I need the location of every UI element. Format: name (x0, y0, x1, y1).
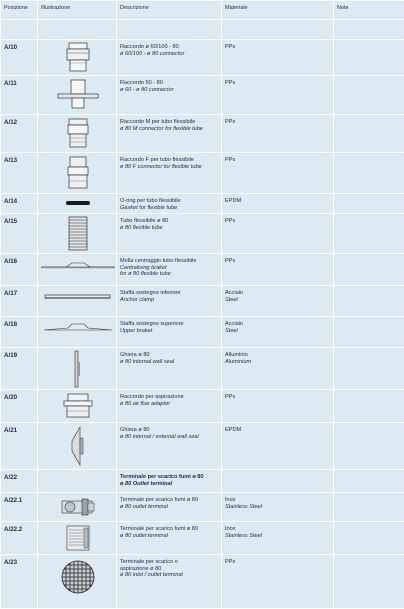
description-en: ø 80 flexible tube (120, 224, 163, 231)
material-it: PPs (225, 258, 236, 264)
row-position: A/11 (1, 76, 38, 115)
anchor-clamp-icon (38, 286, 117, 317)
row-notes (334, 214, 404, 254)
o-ring-icon (38, 194, 117, 214)
row-position: A/22.1 (1, 493, 38, 522)
row-description (117, 555, 222, 609)
row-description (117, 493, 222, 522)
row-material (222, 254, 334, 286)
description-en: ø 80 air flue adaptor (120, 400, 171, 407)
description-it: O-ring per tubo flessibile (120, 198, 181, 204)
description-it: Terminale per scarico o (120, 559, 178, 565)
header-illustration: Illustrazione (38, 1, 117, 20)
table-row (1, 115, 404, 153)
table-row (1, 194, 404, 214)
row-position: A/20 (1, 390, 38, 423)
outlet-terminal-box-icon (38, 522, 117, 555)
description-it: Raccordo M per tubo flessibile (120, 119, 196, 125)
row-notes (334, 194, 404, 214)
material-it: Acciaio (225, 321, 244, 327)
row-notes (334, 348, 404, 390)
header-row (1, 1, 404, 20)
material-it: EPDM (225, 198, 242, 204)
external-wall-seal-icon (38, 423, 117, 470)
coaxial-connector-icon (38, 40, 117, 76)
row-position: A/19 (1, 348, 38, 390)
description-en: ø 80 Outlet terminal (120, 480, 173, 487)
row-position: A/15 (1, 214, 38, 254)
description-en: Gasket for flexible tube (120, 204, 178, 211)
table-row (1, 423, 404, 470)
row-illustration (38, 254, 117, 286)
material-en: Aluminium (225, 358, 252, 365)
row-material (222, 470, 334, 493)
row-illustration (38, 286, 117, 317)
row-notes (334, 40, 404, 76)
row-material (222, 522, 334, 555)
description-it: Raccordo F per tubo flessibile (120, 157, 194, 163)
row-material (222, 423, 334, 470)
row-material (222, 40, 334, 76)
row-description (117, 214, 222, 254)
material-it: Acciaio (225, 290, 244, 296)
table-row (1, 317, 404, 348)
male-connector-icon (38, 115, 117, 153)
row-illustration (38, 40, 117, 76)
description-en: Upper braket (120, 327, 153, 334)
flanged-connector-icon (38, 76, 117, 115)
header-description: Descrizione (117, 1, 222, 20)
header-position: Posizione (1, 1, 38, 20)
row-notes (334, 153, 404, 194)
internal-wall-seal-icon (38, 348, 117, 390)
row-position: A/16 (1, 254, 38, 286)
row-illustration (38, 76, 117, 115)
table-row (1, 76, 404, 115)
description-it: Raccordo per aspirazione (120, 394, 184, 400)
table-row (1, 286, 404, 317)
description-it: Raccordo 60 - 80 (120, 80, 163, 86)
material-it: PPs (225, 157, 236, 163)
row-notes (334, 286, 404, 317)
row-position: A/18 (1, 317, 38, 348)
row-notes (334, 115, 404, 153)
row-illustration (38, 214, 117, 254)
row-position: A/23 (1, 555, 38, 609)
material-en: Stainless Steel (225, 503, 263, 510)
row-notes (334, 522, 404, 555)
row-notes (334, 493, 404, 522)
row-description (117, 470, 222, 493)
row-notes (334, 254, 404, 286)
description-it: Molla centraggio tubo flessibile (120, 258, 197, 264)
description-en: ø 80 outlet terminal (120, 532, 168, 539)
material-it: Inox (225, 526, 236, 532)
row-description (117, 522, 222, 555)
description-en: ø 80 M connector for flexible tube (120, 125, 204, 132)
material-it: PPs (225, 394, 236, 400)
outlet-terminal-tee-icon (38, 493, 117, 522)
row-illustration (38, 555, 117, 609)
material-it: PPs (225, 80, 236, 86)
material-it: EPDM (225, 427, 242, 433)
table-row (1, 493, 404, 522)
row-illustration (38, 348, 117, 390)
description-it: Staffa sostegno superiore (120, 321, 184, 327)
row-material (222, 555, 334, 609)
row-notes (334, 423, 404, 470)
material-en: Stainless Steel (225, 532, 263, 539)
row-notes (334, 470, 404, 493)
row-material (222, 194, 334, 214)
material-it: PPs (225, 218, 236, 224)
description-it: Raccordo ø 60/100 - 80 (120, 44, 179, 50)
row-description (117, 76, 222, 115)
row-material (222, 76, 334, 115)
row-position: A/12 (1, 115, 38, 153)
description-it: Terminale per scarico fumi ø 80 (120, 474, 204, 480)
row-material (222, 348, 334, 390)
row-material (222, 317, 334, 348)
material-it: Inox (225, 497, 236, 503)
description-en: ø 80 internal / external wall seal (120, 433, 199, 440)
row-illustration (38, 470, 117, 493)
table-row (1, 40, 404, 76)
flexible-tube-icon (38, 214, 117, 254)
table-row (1, 254, 404, 286)
material-it: PPs (225, 44, 236, 50)
row-notes (334, 390, 404, 423)
row-illustration (38, 194, 117, 214)
description-en-2: for ø 80 flexible tube (120, 271, 171, 278)
row-illustration (38, 493, 117, 522)
row-description (117, 286, 222, 317)
description-it: Staffa sostegno inferiore (120, 290, 181, 296)
row-description (117, 194, 222, 214)
row-notes (334, 317, 404, 348)
row-position: A/22.2 (1, 522, 38, 555)
row-position: A/13 (1, 153, 38, 194)
row-description (117, 153, 222, 194)
row-illustration (38, 317, 117, 348)
row-illustration (38, 390, 117, 423)
row-description (117, 348, 222, 390)
row-position: A/10 (1, 40, 38, 76)
material-en: Steel (225, 296, 238, 303)
material-it: PPs (225, 559, 236, 565)
row-material (222, 286, 334, 317)
row-description (117, 390, 222, 423)
spacer-row (1, 20, 404, 40)
header-material: Materiale (222, 1, 334, 20)
row-material (222, 214, 334, 254)
row-material (222, 493, 334, 522)
table-row (1, 214, 404, 254)
row-description (117, 115, 222, 153)
row-notes (334, 555, 404, 609)
description-en: ø 60/100 - ø 80 connector (120, 50, 185, 57)
row-notes (334, 76, 404, 115)
row-description (117, 423, 222, 470)
upper-bracket-icon (38, 317, 117, 348)
description-it: Terminale per scarico fumi ø 80 (120, 526, 199, 532)
description-en: ø 80 internal wall seal (120, 358, 175, 365)
row-description (117, 317, 222, 348)
air-flue-adaptor-icon (38, 390, 117, 423)
description-en: ø 80 F connector for flexible tube (120, 163, 202, 170)
row-position: A/17 (1, 286, 38, 317)
description-en: ø 80 outlet terminal (120, 503, 168, 510)
row-material (222, 390, 334, 423)
material-it: PPs (225, 119, 236, 125)
table-row (1, 470, 404, 493)
row-illustration (38, 522, 117, 555)
row-position: A/22 (1, 470, 38, 493)
row-illustration (38, 115, 117, 153)
female-connector-icon (38, 153, 117, 194)
row-position: A/21 (1, 423, 38, 470)
grille-terminal-icon (38, 555, 117, 603)
table-row (1, 555, 404, 609)
description-it: Ghiera ø 80 (120, 427, 150, 433)
table-row (1, 390, 404, 423)
row-illustration (38, 153, 117, 194)
description-en: ø 80 inlet / outlet terminal (120, 572, 183, 579)
row-description (117, 40, 222, 76)
description-en: ø 60 - ø 80 connector (120, 86, 174, 93)
description-it-2: aspirazione ø 80 (120, 565, 162, 572)
table-row (1, 522, 404, 555)
table-row (1, 153, 404, 194)
description-it: Tubo flessibile ø 80 (120, 218, 169, 224)
row-material (222, 153, 334, 194)
row-description (117, 254, 222, 286)
description-it: Terminale per scarico fumi ø 80 (120, 497, 199, 503)
header-notes: Note (334, 1, 404, 20)
material-en: Steel (225, 327, 238, 334)
description-it: Ghiera ø 80 (120, 352, 150, 358)
material-it: Alluminio (225, 352, 248, 358)
row-position: A/14 (1, 194, 38, 214)
description-en: Anchor clamp (120, 296, 155, 303)
row-material (222, 115, 334, 153)
table-row (1, 348, 404, 390)
description-en: Centralising braket (120, 264, 167, 271)
centralising-spring-icon (38, 254, 117, 286)
row-illustration (38, 423, 117, 470)
